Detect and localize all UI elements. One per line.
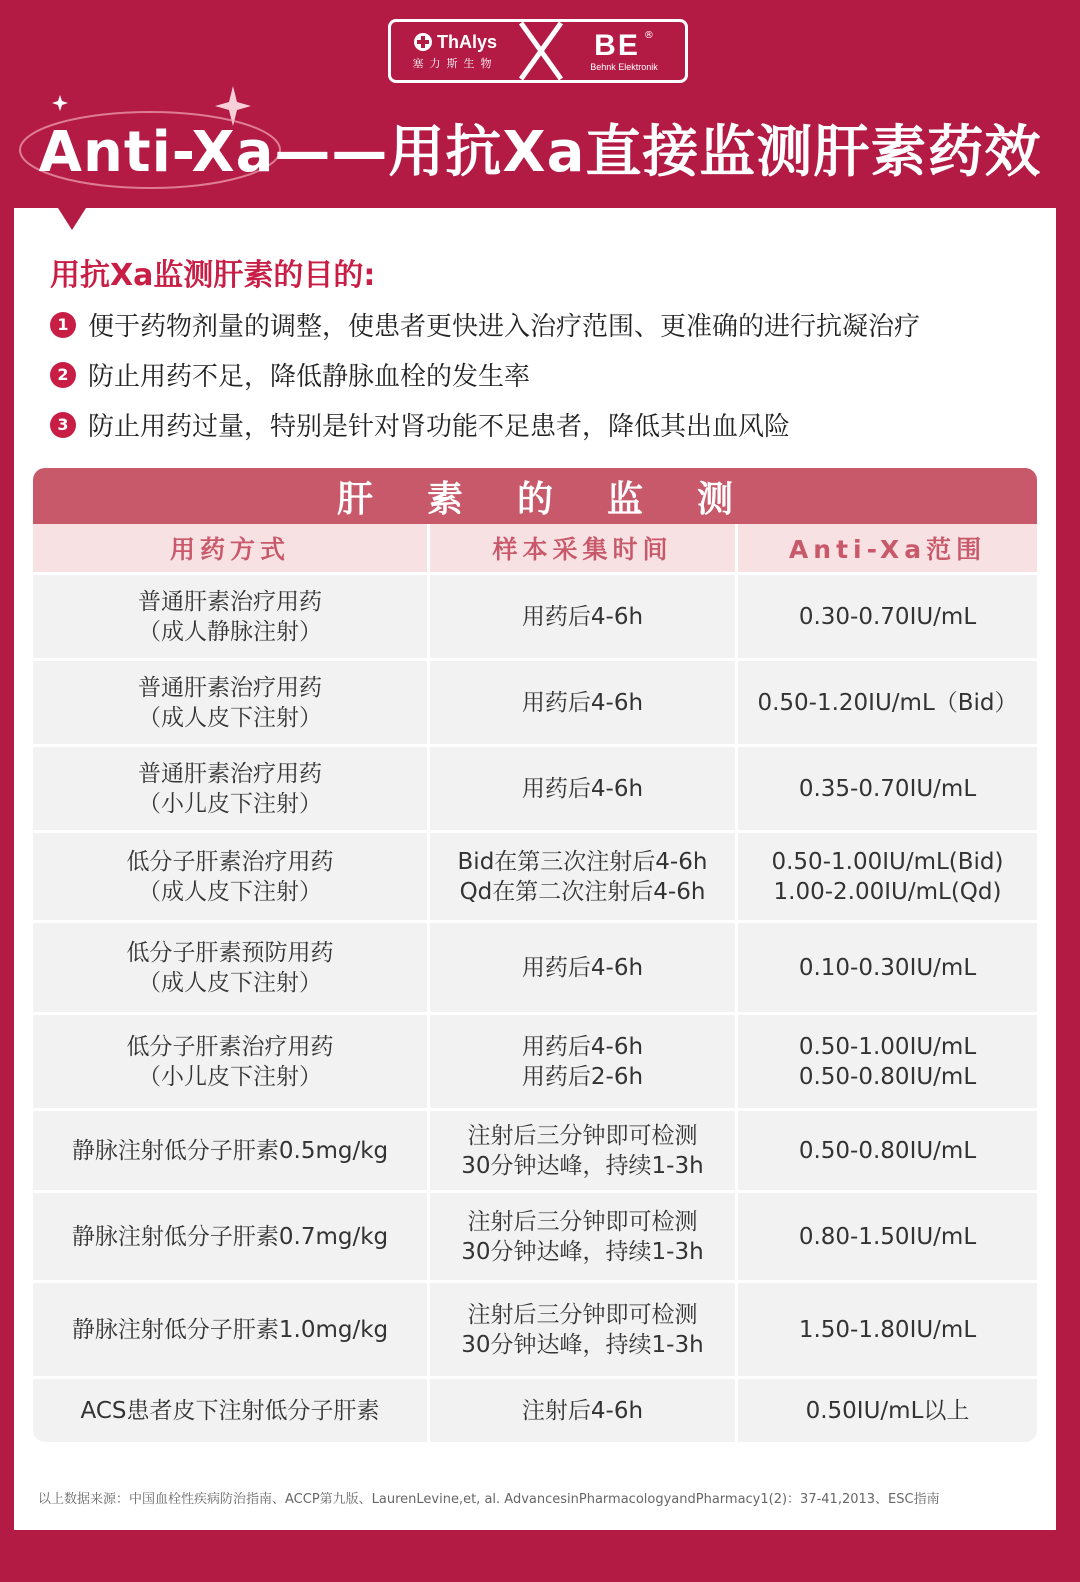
cell-line: 普通肝素治疗用药 xyxy=(138,674,322,701)
range-cell xyxy=(735,1193,1037,1280)
cell-line: 0.30-0.70IU/mL xyxy=(798,603,977,630)
column-header-method: 用药方式 xyxy=(169,535,290,564)
number-badge: 3 xyxy=(50,412,76,438)
time-cell xyxy=(427,1015,735,1108)
purpose-item xyxy=(50,406,790,443)
cell-line: （小儿皮下注射） xyxy=(138,1063,322,1090)
table-row xyxy=(33,920,1037,1012)
thalys-name: ThAlys xyxy=(436,31,497,52)
cell-line: 用药后4-6h xyxy=(521,954,644,981)
method-cell xyxy=(33,661,427,744)
cell-line: 普通肝素治疗用药 xyxy=(138,760,322,787)
table-column-headers xyxy=(33,524,1037,572)
cell-line: 30分钟达峰，持续1-3h xyxy=(461,1152,704,1179)
method-cell xyxy=(33,747,427,830)
purpose-text: 防止用药不足，降低静脉血栓的发生率 xyxy=(88,362,531,392)
cell-line: 静脉注射低分子肝素0.5mg/kg xyxy=(71,1137,389,1164)
cell-line: 注射后三分钟即可检测 xyxy=(467,1301,698,1328)
range-cell xyxy=(735,1111,1037,1190)
cell-line: （成人皮下注射） xyxy=(138,704,322,731)
cell-line: 0.50-1.00IU/mL(Bid) xyxy=(771,848,1004,875)
cell-line: 用药后4-6h xyxy=(521,775,644,802)
table-title: 肝素的监测 xyxy=(33,468,1037,524)
time-cell xyxy=(427,1379,735,1442)
cell-line: （成人皮下注射） xyxy=(138,969,322,996)
time-cell xyxy=(427,661,735,744)
range-cell xyxy=(735,923,1037,1012)
method-cell xyxy=(33,923,427,1012)
time-cell xyxy=(427,1193,735,1280)
x-divider-icon xyxy=(519,19,563,83)
range-cell xyxy=(735,661,1037,744)
table-row xyxy=(33,744,1037,830)
be-subtitle: Behnk Elektronik xyxy=(590,62,658,72)
table-row xyxy=(33,658,1037,744)
number-badge: 2 xyxy=(50,362,76,388)
purpose-title: 用抗Xa监测肝素的目的: xyxy=(50,258,376,293)
heparin-monitoring-table xyxy=(33,468,1037,1442)
cell-line: 低分子肝素预防用药 xyxy=(126,939,334,966)
column-header-range: Anti-Xa范围 xyxy=(735,524,1037,572)
cell-line: 0.35-0.70IU/mL xyxy=(798,775,977,802)
table-body xyxy=(33,572,1037,1442)
range-cell xyxy=(735,747,1037,830)
cell-line: （成人皮下注射） xyxy=(138,878,322,905)
cell-line: （小儿皮下注射） xyxy=(138,790,322,817)
thalys-mark-icon xyxy=(413,32,433,52)
panel-notch xyxy=(58,208,86,230)
range-cell xyxy=(735,1015,1037,1108)
cell-line: 0.50IU/mL以上 xyxy=(805,1397,970,1424)
cell-line: 0.50-0.80IU/mL xyxy=(798,1137,977,1164)
cell-line: 用药后2-6h xyxy=(521,1063,644,1090)
table-row xyxy=(33,572,1037,658)
cell-line: 1.00-2.00IU/mL(Qd) xyxy=(773,878,1002,905)
be-mark: BE xyxy=(594,29,640,62)
cell-line: 注射后4-6h xyxy=(521,1397,644,1424)
range-cell xyxy=(735,1379,1037,1442)
purpose-text: 防止用药过量，特别是针对肾功能不足患者，降低其出血风险 xyxy=(88,412,791,442)
cell-line: 1.50-1.80IU/mL xyxy=(798,1316,977,1343)
cell-line: 用药后4-6h xyxy=(521,689,644,716)
cell-line: 低分子肝素治疗用药 xyxy=(126,848,334,875)
method-cell xyxy=(33,1193,427,1280)
cell-line: 低分子肝素治疗用药 xyxy=(126,1033,334,1060)
column-header-time: 样本采集时间 xyxy=(427,524,735,572)
table-row xyxy=(33,1280,1037,1376)
cell-line: 0.50-0.80IU/mL xyxy=(798,1063,977,1090)
number-badge: 1 xyxy=(50,312,76,338)
cell-line: 0.10-0.30IU/mL xyxy=(798,954,977,981)
thalys-logo xyxy=(391,32,519,71)
page-title: Anti-Xa——用抗Xa直接监测肝素药效 xyxy=(38,120,1042,185)
range-cell xyxy=(735,833,1037,920)
purpose-text: 便于药物剂量的调整，使患者更快进入治疗范围、更准确的进行抗凝治疗 xyxy=(88,312,921,342)
method-cell xyxy=(33,1283,427,1376)
method-cell xyxy=(33,833,427,920)
table-row xyxy=(33,1012,1037,1108)
logo xyxy=(388,19,688,83)
cell-line: 注射后三分钟即可检测 xyxy=(467,1208,698,1235)
time-cell xyxy=(427,833,735,920)
range-cell xyxy=(735,1283,1037,1376)
table-row xyxy=(33,830,1037,920)
header xyxy=(0,0,1080,210)
thalys-cn-name: 塞力斯生物 xyxy=(412,56,498,70)
table-row xyxy=(33,1108,1037,1190)
cell-line: 30分钟达峰，持续1-3h xyxy=(461,1331,704,1358)
table-row xyxy=(33,1190,1037,1280)
cell-line: 0.50-1.00IU/mL xyxy=(798,1033,977,1060)
time-cell xyxy=(427,575,735,658)
time-cell xyxy=(427,747,735,830)
cell-line: 用药后4-6h xyxy=(521,1033,644,1060)
cell-line: 静脉注射低分子肝素0.7mg/kg xyxy=(71,1223,389,1250)
registered-mark: ® xyxy=(643,30,654,41)
data-source-footnote: 以上数据来源：中国血栓性疾病防治指南、ACCP第九版、LaurenLevine,et, al. AdvancesinPharmacologyandPharmacy1(2)：37-41,2013、ESC指南 xyxy=(38,1492,940,1507)
cell-line: Bid在第三次注射后4-6h xyxy=(457,848,708,875)
cell-line: 30分钟达峰，持续1-3h xyxy=(461,1238,704,1265)
range-cell xyxy=(735,575,1037,658)
cell-line: 用药后4-6h xyxy=(521,603,644,630)
be-logo xyxy=(563,30,685,72)
method-cell xyxy=(33,1379,427,1442)
method-cell xyxy=(33,575,427,658)
time-cell xyxy=(427,1111,735,1190)
cell-line: 0.50-1.20IU/mL（Bid） xyxy=(757,689,1018,716)
time-cell xyxy=(427,1283,735,1376)
cell-line: （成人静脉注射） xyxy=(138,618,322,645)
cell-line: ACS患者皮下注射低分子肝素 xyxy=(80,1397,380,1424)
method-cell xyxy=(33,1111,427,1190)
purpose-item xyxy=(50,356,530,393)
cell-line: Qd在第二次注射后4-6h xyxy=(459,878,706,905)
time-cell xyxy=(427,923,735,1012)
cell-line: 注射后三分钟即可检测 xyxy=(467,1122,698,1149)
purpose-item xyxy=(50,306,920,343)
cell-line: 静脉注射低分子肝素1.0mg/kg xyxy=(71,1316,389,1343)
cell-line: 普通肝素治疗用药 xyxy=(138,588,322,615)
cell-line: 0.80-1.50IU/mL xyxy=(798,1223,977,1250)
method-cell xyxy=(33,1015,427,1108)
table-row xyxy=(33,1376,1037,1442)
